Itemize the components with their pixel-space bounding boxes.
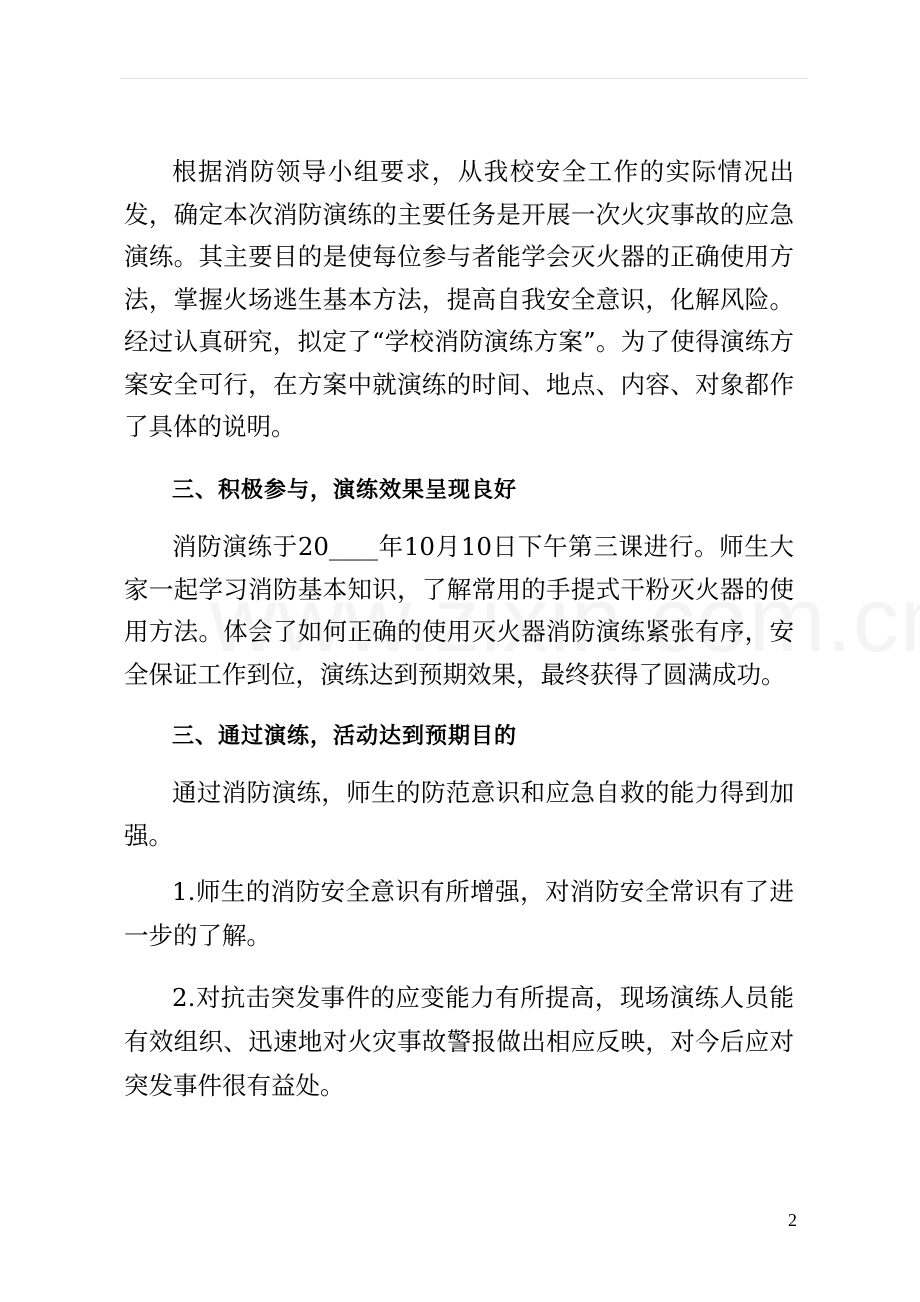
paragraph-results: 通过消防演练，师生的防范意识和应急自救的能力得到加强。	[124, 778, 794, 850]
header-rule	[120, 78, 808, 79]
list-item-response: 2.对抗击突发事件的应变能力有所提高，现场演练人员能有效组织、迅速地对火灾事故警报做出相应反映，对今后应对突发事件很有益处。	[124, 983, 794, 1100]
list-item-awareness: 1.师生的消防安全意识有所增强，对消防安全常识有了进一步的了解。	[124, 877, 794, 950]
section-heading-goals: 三、通过演练，活动达到预期目的	[172, 724, 518, 749]
page-number: 2	[788, 1210, 797, 1230]
paragraph-intro: 根据消防领导小组要求，从我校安全工作的实际情况出发，确定本次消防演练的主要任务是开展一次火灾事故的应急演练。其主要目的是使每位参与者能学会灭火器的正确使用方法，掌握火场逃生基本方法，提高自我安全意识，化解风险。经过认真研究，拟定了“学校消防演练方案”。为了使得演练方案安全可行，在方案中就演练的时间、地点、内容、对象都作了具体的说明。	[124, 157, 794, 441]
section-heading-participation: 三、积极参与，演练效果呈现良好	[172, 478, 518, 503]
paragraph-drill-details: 消防演练于20____年10月10日下午第三课进行。师生大家一起学习消防基本知识，了解常用的手提式干粉灭火器的使用方法。体会了如何正确的使用灭火器消防演练紧张有序，安全保证工作到位，演练达到预期效果，最终获得了圆满成功。	[124, 532, 794, 689]
